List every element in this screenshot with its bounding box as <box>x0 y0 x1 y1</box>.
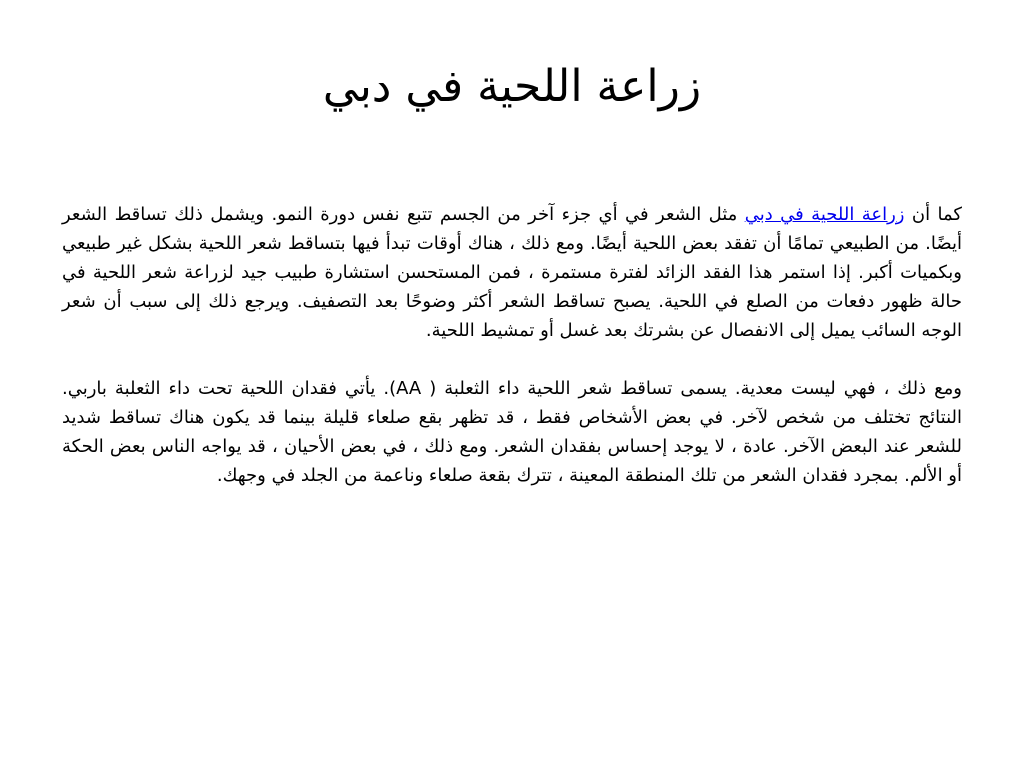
beard-transplant-dubai-link[interactable]: زراعة اللحية في دبي <box>744 204 905 225</box>
slide-body <box>62 200 962 490</box>
paragraph-1 <box>62 200 962 345</box>
paragraph-1-intro: كما أن <box>904 204 962 225</box>
slide-title: زراعة اللحية في دبي <box>322 61 702 112</box>
paragraph-2: ومع ذلك ، فهي ليست معدية. يسمى تساقط شعر اللحية داء الثعلبة ( AA). يأتي فقدان اللحية تحت داء الثعلبة باربي. النتائج تختلف من شخص لآخر. في بعض الأشخاص فقط ، قد تظهر بقع صلعاء قليلة بينما قد يكون هناك تساقط شديد للشعر عند البعض الآخر. عادة ، لا يوجد إحساس بفقدان الشعر. ومع ذلك ، في بعض الأحيان ، قد يواجه الناس بعض الحكة أو الألم. بمجرد فقدان الشعر من تلك المنطقة المعينة ، تترك بقعة صلعاء وناعمة من الجلد في وجهك. <box>62 378 962 486</box>
paragraph-1-text: مثل الشعر في أي جزء آخر من الجسم تتبع نفس دورة النمو. ويشمل ذلك تساقط الشعر أيضًا. من الطبيعي تمامًا أن تفقد بعض اللحية أيضًا. ومع ذلك ، هناك أوقات تبدأ فيها بتساقط شعر اللحية بشكل غير طبيعي وبكميات أكبر. إذا استمر هذا الفقد الزائد لفترة مستمرة ، فمن المستحسن استشارة طبيب جيد لزراعة شعر اللحية في حالة ظهور دفعات من الصلع في اللحية. يصبح تساقط الشعر أكثر وضوحًا بعد التصفيف. ويرجع ذلك إلى سبب أن شعر الوجه السائب يميل إلى الانفصال عن بشرتك بعد غسل أو تمشيط اللحية. <box>62 204 962 341</box>
